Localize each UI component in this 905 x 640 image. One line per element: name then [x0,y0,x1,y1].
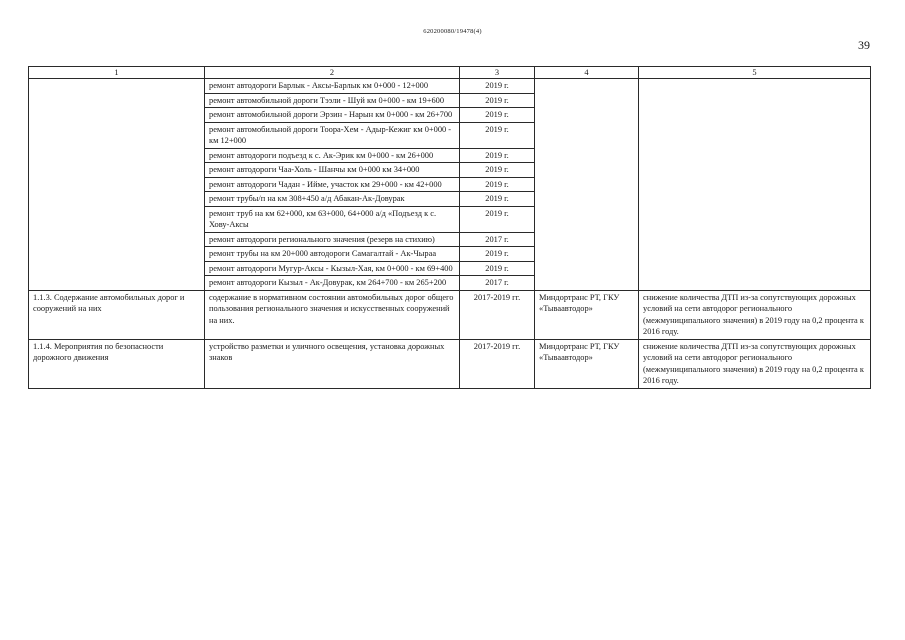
repair-year-cell: 2019 г. [460,148,535,163]
table-row [29,79,871,94]
column-number-row [29,67,871,79]
measure-result-cell: снижение количества ДТП из-за сопутствующих дорожных условий на сети автодорог регионального (межмуниципального значения) в 2019 году на 0,2 процента к 2016 году. [639,339,871,388]
repair-work-cell: ремонт автодороги Чаа-Холь - Шанчы км 0+000 км 34+000 [205,163,460,178]
page-number: 39 [858,38,870,52]
measure-name-cell: 1.1.3. Содержание автомобильных дорог и сооружений на них [29,290,205,339]
repair-year-cell: 2019 г. [460,247,535,262]
repair-work-cell: ремонт автодороги Барлык - Аксы-Барлык км 0+000 - 12+000 [205,79,460,94]
column-number-3: 3 [460,67,535,79]
repair-year-cell: 2019 г. [460,192,535,207]
repair-year-cell: 2019 г. [460,122,535,148]
measure-result-cell: снижение количества ДТП из-за сопутствующих дорожных условий на сети автодорог регионального (межмуниципального значения) в 2019 году на 0,2 процента к 2016 году. [639,290,871,339]
empty-cell-col1 [29,79,205,291]
column-number-4: 4 [535,67,639,79]
repair-year-cell: 2019 г. [460,79,535,94]
column-number-2: 2 [205,67,460,79]
measure-row [29,290,871,339]
repair-work-cell: ремонт автодороги Мугур-Аксы - Кызыл-Хая, км 0+000 - км 69+400 [205,261,460,276]
measure-description-cell: содержание в нормативном состоянии автомобильных дорог общего пользования регионального значения и искусственных сооружений на них. [205,290,460,339]
repair-year-cell: 2017 г. [460,276,535,291]
repair-year-cell: 2019 г. [460,177,535,192]
empty-cell-col4 [535,79,639,291]
measure-description-cell: устройство разметки и уличного освещения, установка дорожных знаков [205,339,460,388]
activities-table [28,66,871,389]
repair-year-cell: 2019 г. [460,206,535,232]
column-number-1: 1 [29,67,205,79]
repair-work-cell: ремонт автомобильной дороги Эрзин - Нарын км 0+000 - км 26+700 [205,108,460,123]
measure-name-cell: 1.1.4. Мероприятия по безопасности дорожного движения [29,339,205,388]
repair-work-cell: ремонт автодороги Чадан - Ийме, участок км 29+000 - км 42+000 [205,177,460,192]
repair-work-cell: ремонт труб на км 62+000, км 63+000, 64+000 а/д «Подъезд к с. Хову-Аксы [205,206,460,232]
repair-work-cell: ремонт автомобильной дороги Тээли - Шуй км 0+000 - км 19+600 [205,93,460,108]
measure-executor-cell: Миндортранс РТ, ГКУ «Тываавтодор» [535,290,639,339]
measure-period-cell: 2017-2019 гг. [460,290,535,339]
repair-year-cell: 2019 г. [460,93,535,108]
repair-year-cell: 2019 г. [460,261,535,276]
repair-work-cell: ремонт автодороги подъезд к с. Ак-Эрик км 0+000 - км 26+000 [205,148,460,163]
repair-work-cell: ремонт трубы/п на км 308+450 а/д Абакан-Ак-Довурак [205,192,460,207]
column-number-5: 5 [639,67,871,79]
repair-year-cell: 2019 г. [460,108,535,123]
repair-year-cell: 2019 г. [460,163,535,178]
measure-period-cell: 2017-2019 гг. [460,339,535,388]
repair-work-cell: ремонт автомобильной дороги Тоора-Хем - Адыр-Кежиг км 0+000 - км 12+000 [205,122,460,148]
repair-work-cell: ремонт автодороги регионального значения (резерв на стихию) [205,232,460,247]
empty-cell-col5 [639,79,871,291]
repair-work-cell: ремонт автодороги Кызыл - Ак-Довурак, км 264+700 - км 265+200 [205,276,460,291]
document-id: 620200080/19478(4) [423,28,482,35]
repair-year-cell: 2017 г. [460,232,535,247]
measure-executor-cell: Миндортранс РТ, ГКУ «Тываавтодор» [535,339,639,388]
measure-row [29,339,871,388]
repair-work-cell: ремонт трубы на км 20+000 автодороги Самагалтай - Ак-Чыраа [205,247,460,262]
